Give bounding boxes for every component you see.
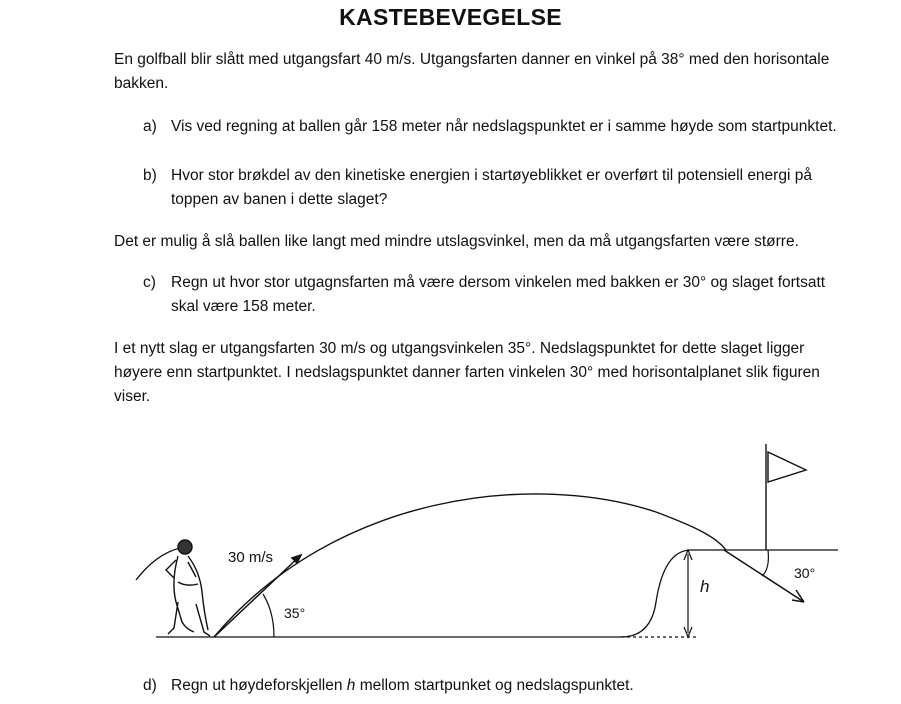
impact-velocity-arrow (724, 550, 804, 602)
flag-icon (768, 452, 806, 482)
golfer-illustration (136, 540, 210, 636)
question-b-label: b) (143, 167, 157, 184)
scenario-paragraph: I et nytt slag er utgangsfarten 30 m/s og utgangsvinkelen 35°. Nedslagspunktet for dette slaget ligger høyere enn startpunktet. I nedslagspunktet danner farten vinkelen 30° med horisontalplanet slik figuren viser. (114, 340, 820, 405)
impact-angle-arc (762, 550, 768, 576)
launch-angle-label: 35° (284, 605, 306, 621)
question-b (143, 164, 843, 212)
impact-angle-label: 30° (794, 565, 816, 581)
question-d-label: d) (143, 677, 157, 694)
question-d-variable: h (346, 677, 356, 694)
question-c (143, 271, 843, 319)
question-a (143, 115, 843, 139)
page-title: KASTEBEVEGELSE (339, 4, 562, 30)
question-d (143, 674, 843, 698)
initial-velocity-arrow (214, 555, 301, 637)
middle-paragraph: Det er mulig å slå ballen like langt med mindre utslagsvinkel, men da må utgangsfarten være større. (114, 233, 799, 250)
question-c-label: c) (143, 274, 156, 291)
question-d-text-after: mellom startpunket og nedslagspunktet. (355, 677, 634, 694)
question-d-text (171, 674, 843, 698)
speed-label: 30 m/s (228, 549, 274, 566)
question-a-label: a) (143, 118, 157, 135)
question-c-text: Regn ut hvor stor utgagnsfarten må være dersom vinkelen med bakken er 30° og slaget fortsatt skal være 158 meter. (171, 274, 826, 315)
height-label: h (700, 577, 710, 596)
golf-trajectory-figure (116, 432, 846, 662)
question-a-text: Vis ved regning at ballen går 158 meter når nedslagspunktet er i samme høyde som startpunktet. (171, 118, 837, 135)
intro-paragraph: En golfball blir slått med utgangsfart 40 m/s. Utgangsfarten danner en vinkel på 38° med den horisontale bakken. (114, 51, 830, 92)
question-b-text: Hvor stor brøkdel av den kinetiske energien i startøyeblikket er overført til potensiell energi på toppen av banen i dette slaget? (171, 167, 812, 208)
launch-angle-arc (263, 594, 274, 637)
question-d-text-before: Regn ut høydeforskjellen (171, 677, 347, 694)
